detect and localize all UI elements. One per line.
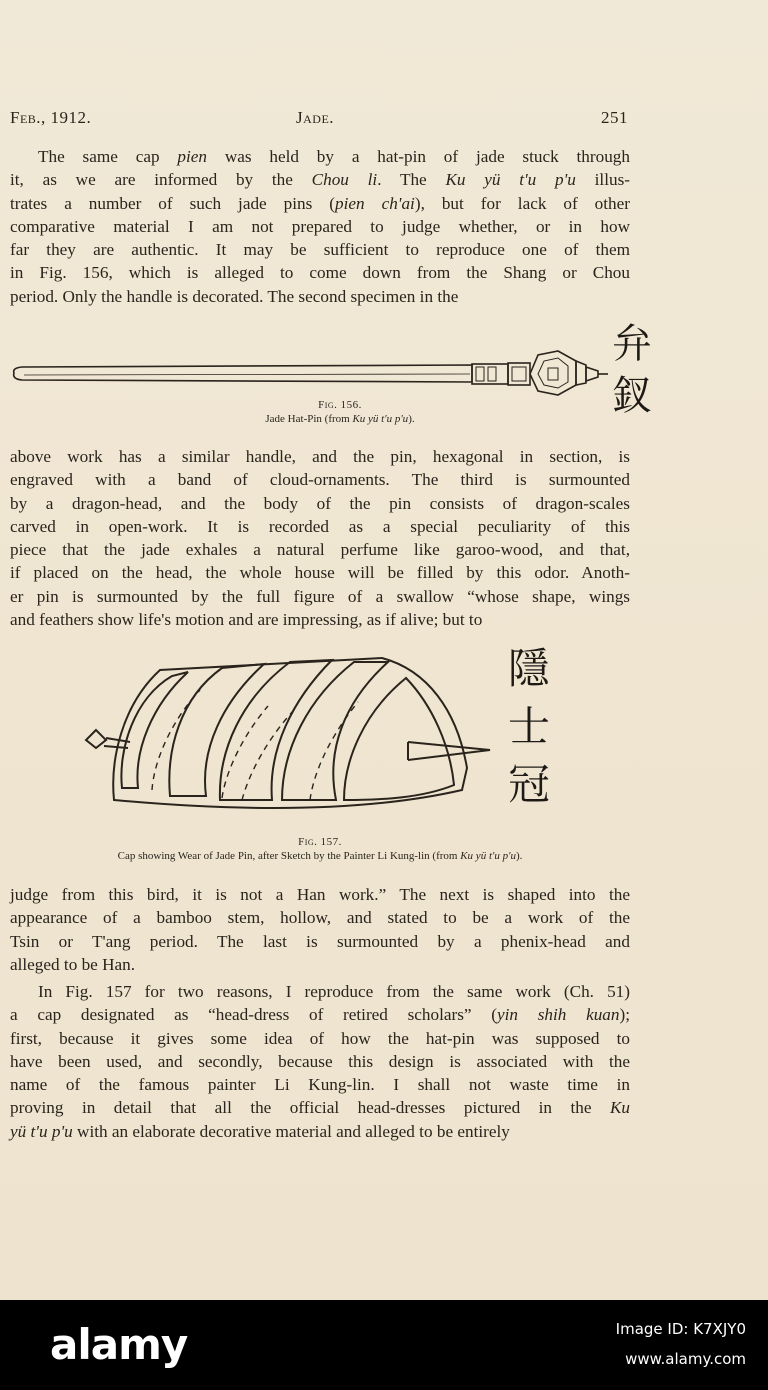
figure-156-caption-text xyxy=(170,412,510,426)
text-line: comparative material I am not prepared to judge whether, or in how xyxy=(10,216,630,236)
text-line: proving in detail that all the official head-dresses pictured in the Ku xyxy=(10,1098,630,1118)
text-line: In Fig. 157 for two reasons, I reproduce from the same work (Ch. 51) xyxy=(38,982,630,1001)
text-line: and feathers show life's motion and are impressing, as if alive; but to xyxy=(10,610,483,630)
text-line: engraved with a band of cloud-ornaments. The third is surmounted xyxy=(10,470,630,490)
text-line: above work has a similar handle, and the pin, hexagonal in section, is xyxy=(10,447,630,466)
figure-157-caption xyxy=(0,835,640,863)
text-line: carved in open-work. It is recorded as a special peculiarity of this xyxy=(10,516,630,536)
caption-text: Jade Hat-Pin (from xyxy=(265,413,353,425)
text-line: trates a number of such jade pins (pien ch'ai), but for lack of other xyxy=(10,193,630,213)
figure-156-number: Fig. 156. xyxy=(318,399,362,411)
caption-text: ). xyxy=(515,850,523,862)
running-header-date: Feb., 1912. xyxy=(10,108,92,127)
text-line: by a dragon-head, and the body of the pin consists of dragon-scales xyxy=(10,493,630,513)
chinese-character: 隱 xyxy=(508,644,551,693)
page-number: 251 xyxy=(601,108,628,127)
image-id: Image ID: K7XJY0 xyxy=(615,1320,746,1338)
text-line: piece that the jade exhales a natural perfume like garoo-wood, and that, xyxy=(10,540,630,560)
text-line: name of the famous painter Li Kung-lin. I shall not waste time in xyxy=(10,1075,630,1095)
site-url: www.alamy.com xyxy=(625,1350,746,1368)
text-line: yü t'u p'u with an elaborate decorative material and alleged to be entirely xyxy=(10,1121,510,1141)
chinese-character: 冠 xyxy=(508,760,551,809)
figure-157-chinese-characters xyxy=(508,640,550,814)
chinese-character: 弁 xyxy=(612,321,652,367)
text-line: appearance of a bamboo stem, hollow, and stated to be a work of the xyxy=(10,908,630,928)
text-line: er pin is surmounted by the full figure of a swallow “whose shape, wings xyxy=(10,586,630,606)
caption-text: ). xyxy=(408,413,415,425)
chinese-character: 士 xyxy=(508,702,551,751)
text-line: in Fig. 156, which is alleged to come down from the Shang or Chou xyxy=(10,263,630,283)
text-line: have been used, and secondly, because this design is associated with the xyxy=(10,1051,630,1071)
text-line: judge from this bird, it is not a Han work.” The next is shaped into the xyxy=(10,885,630,904)
caption-text: Cap showing Wear of Jade Pin, after Sketch by the Painter Li Kung-lin (from xyxy=(117,850,461,862)
chinese-character: 釵 xyxy=(612,373,652,419)
paragraph-2 xyxy=(10,445,630,631)
text-line: it, as we are informed by the Chou li. The Ku yü t'u p'u illus- xyxy=(10,170,630,190)
text-line: alleged to be Han. xyxy=(10,954,136,974)
paragraph-4 xyxy=(10,980,630,1143)
text-line: far they are authentic. It may be sufficient to reproduce one of them xyxy=(10,240,630,260)
text-line: a cap designated as “head-dress of retired scholars” (yin shih kuan); xyxy=(10,1005,630,1025)
text-line: period. Only the handle is decorated. The second specimen in the xyxy=(10,286,459,306)
paragraph-3 xyxy=(10,883,630,976)
paragraph-1 xyxy=(10,145,630,308)
figure-157-caption-text xyxy=(0,849,640,863)
text-line: Tsin or T'ang period. The last is surmounted by a phenix-head and xyxy=(10,931,630,951)
caption-italic-title: Ku yü t'u p'u xyxy=(460,850,516,862)
running-header-title: Jade. xyxy=(296,108,335,127)
text-line: The same cap pien was held by a hat-pin of jade stuck through xyxy=(38,147,630,166)
alamy-logo: alamy xyxy=(50,1320,188,1369)
text-line: if placed on the head, the whole house will be filled by this odor. Anoth- xyxy=(10,563,630,583)
figure-156-caption xyxy=(170,398,510,426)
figure-157-number: Fig. 157. xyxy=(298,836,342,848)
figure-156-chinese-characters xyxy=(612,318,652,422)
caption-italic-title: Ku yü t'u p'u xyxy=(352,413,409,425)
cap-with-pin-illustration xyxy=(82,650,502,820)
hat-pin-illustration xyxy=(10,345,610,395)
text-line: first, because it gives some idea of how the hat-pin was supposed to xyxy=(10,1028,630,1048)
